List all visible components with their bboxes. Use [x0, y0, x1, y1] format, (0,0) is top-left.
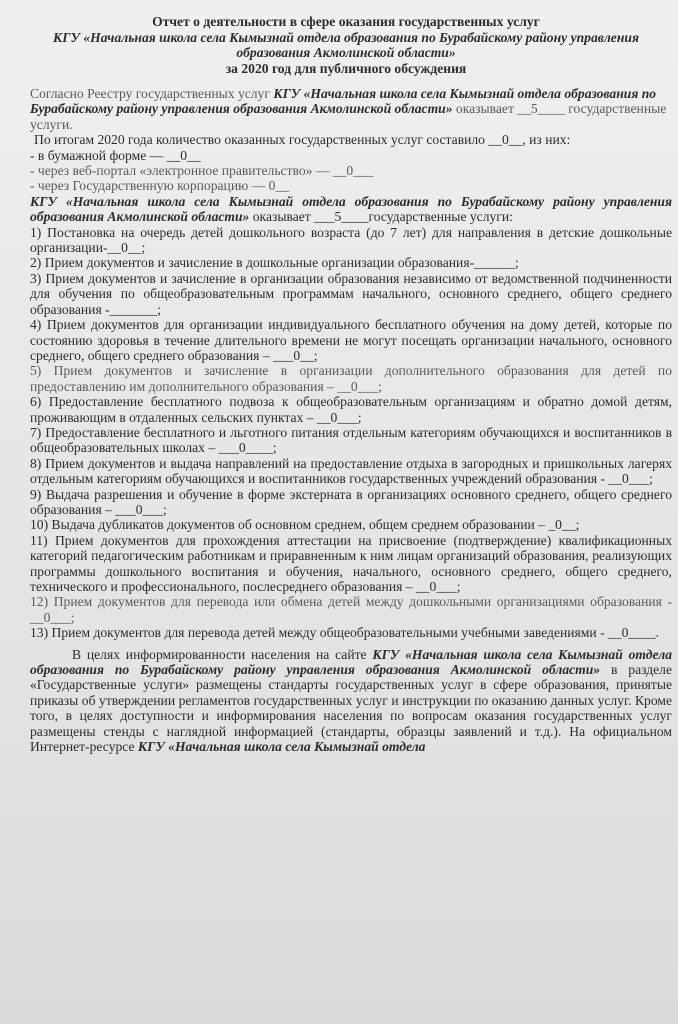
services-org-name: КГУ «Начальная школа села Кымызнай отдела образования по Бурабайскому району управления образования Акмолинской области»	[30, 193, 672, 225]
totals-line: По итогам 2020 года количество оказанных государственных услуг составило __0__, из них:	[34, 132, 571, 148]
service-item-12: 12) Прием документов для перевода или обмена детей между дошкольными организациями образования - __0___;	[30, 594, 672, 625]
services-intro-tail: оказывает ___5____государственные услуги:	[249, 209, 513, 225]
totals-egov: - через веб-портал «электронное правительство» — __0___	[30, 163, 374, 179]
services-intro	[30, 194, 672, 225]
service-item-5: 5) Прием документов и зачисление в организации дополнительного образования для детей по предоставлению им дополнительного образования – __0___;	[30, 363, 672, 394]
service-item-9: 9) Выдача разрешения и обучение в форме экстерната в организациях основного среднего, общего среднего образования – ___0___;	[30, 486, 672, 517]
totals-paper: - в бумажной форме — __0__	[30, 147, 201, 163]
totals-corp: - через Государственную корпорацию — 0__	[30, 178, 290, 194]
closing-lead: В целях информированности населения на сайте	[72, 646, 373, 662]
service-item-2: 2) Прием документов и зачисление в дошкольные организации образования-______;	[30, 255, 519, 271]
title-line-2: КГУ «Начальная школа села Кымызнай отдела образования по Бурабайскому району управления образования Акмолинской области»	[53, 29, 639, 60]
services-list	[30, 225, 672, 641]
intro-tail: оказывает __5____ государственные услуги.	[30, 101, 667, 132]
intro-paragraph	[30, 86, 672, 132]
closing-org-name: КГУ «Начальная школа села Кымызнай отдела образования по Бурабайскому району управления образования Акмолинской области»	[30, 646, 672, 678]
closing-body: в разделе «Государственные услуги» размещены стандарты государственных услуг в сфере образования, принятые приказы об утверждении регламентов государственных услуг и инструкции по оказанию данных услуг. Кроме того, в целях доступности и информирования населения по вопросам оказания государственных услуг размещены стенды с наглядной информацией (стандарты, образцы заявлений и т.д.). На официальном Интернет-ресурсе	[30, 662, 672, 755]
service-item-10: 10) Выдача дубликатов документов об основном среднем, общем среднем образовании – _0__;	[30, 517, 580, 533]
service-item-13: 13) Прием документов для перевода детей между общеобразовательными учебными заведениями - __0____.	[30, 625, 659, 641]
service-item-1: 1) Постановка на очередь детей дошкольного возраста (до 7 лет) для направления в детские дошкольные организации-__0__;	[30, 224, 672, 256]
title-line-1: Отчет о деятельности в сфере оказания государственных услуг	[152, 14, 540, 29]
service-item-8: 8) Прием документов и выдача направлений на предоставление отдыха в загородных и пришкольных лагерях отдельным категориям обучающихся и воспитанников государственных учреждений образования - __0___;	[30, 455, 672, 487]
service-item-3: 3) Прием документов и зачисление в организации образования независимо от ведомственной подчиненности для обучения по общеобразовательным программам начального, основного среднего, общего среднего образования -_______;	[30, 270, 672, 317]
closing-org-name-2: КГУ «Начальная школа села Кымызнай отдела	[137, 739, 426, 755]
title-line-3: за 2020 год для публичного обсуждения	[225, 60, 467, 76]
intro-org-name: КГУ «Начальная школа села Кымызнай отдела образования по Бурабайскому району управления образования Акмолинской области»	[30, 86, 657, 117]
service-item-6: 6) Предоставление бесплатного подвоза к общеобразовательным организациям и обратно домой детям, проживающим в отдаленных сельских пунктах – __0___;	[30, 394, 672, 425]
closing-paragraph	[30, 647, 672, 755]
service-item-7: 7) Предоставление бесплатного и льготного питания отдельным категориям обучающихся и воспитанников в общеобразовательных школах – ___0____;	[30, 424, 672, 456]
service-item-11: 11) Прием документов для прохождения аттестации на присвоение (подтверждение) квалификационных категорий педагогическим работникам и приравненным к ним лицам организаций образования, реализующих программы дошкольного воспитания и обучения, начального, основного среднего, общего среднего, технического и профессионального, послесреднего образования – __0___;	[30, 532, 672, 594]
report-title	[30, 14, 672, 76]
service-item-4: 4) Прием документов для организации индивидуального бесплатного обучения на дому детей, которые по состоянию здоровья в течение длительного времени не могут посещать организации начального, основного среднего, общего среднего образования – ___0__;	[30, 317, 672, 363]
intro-lead: Согласно Реестру государственных услуг	[30, 86, 274, 101]
